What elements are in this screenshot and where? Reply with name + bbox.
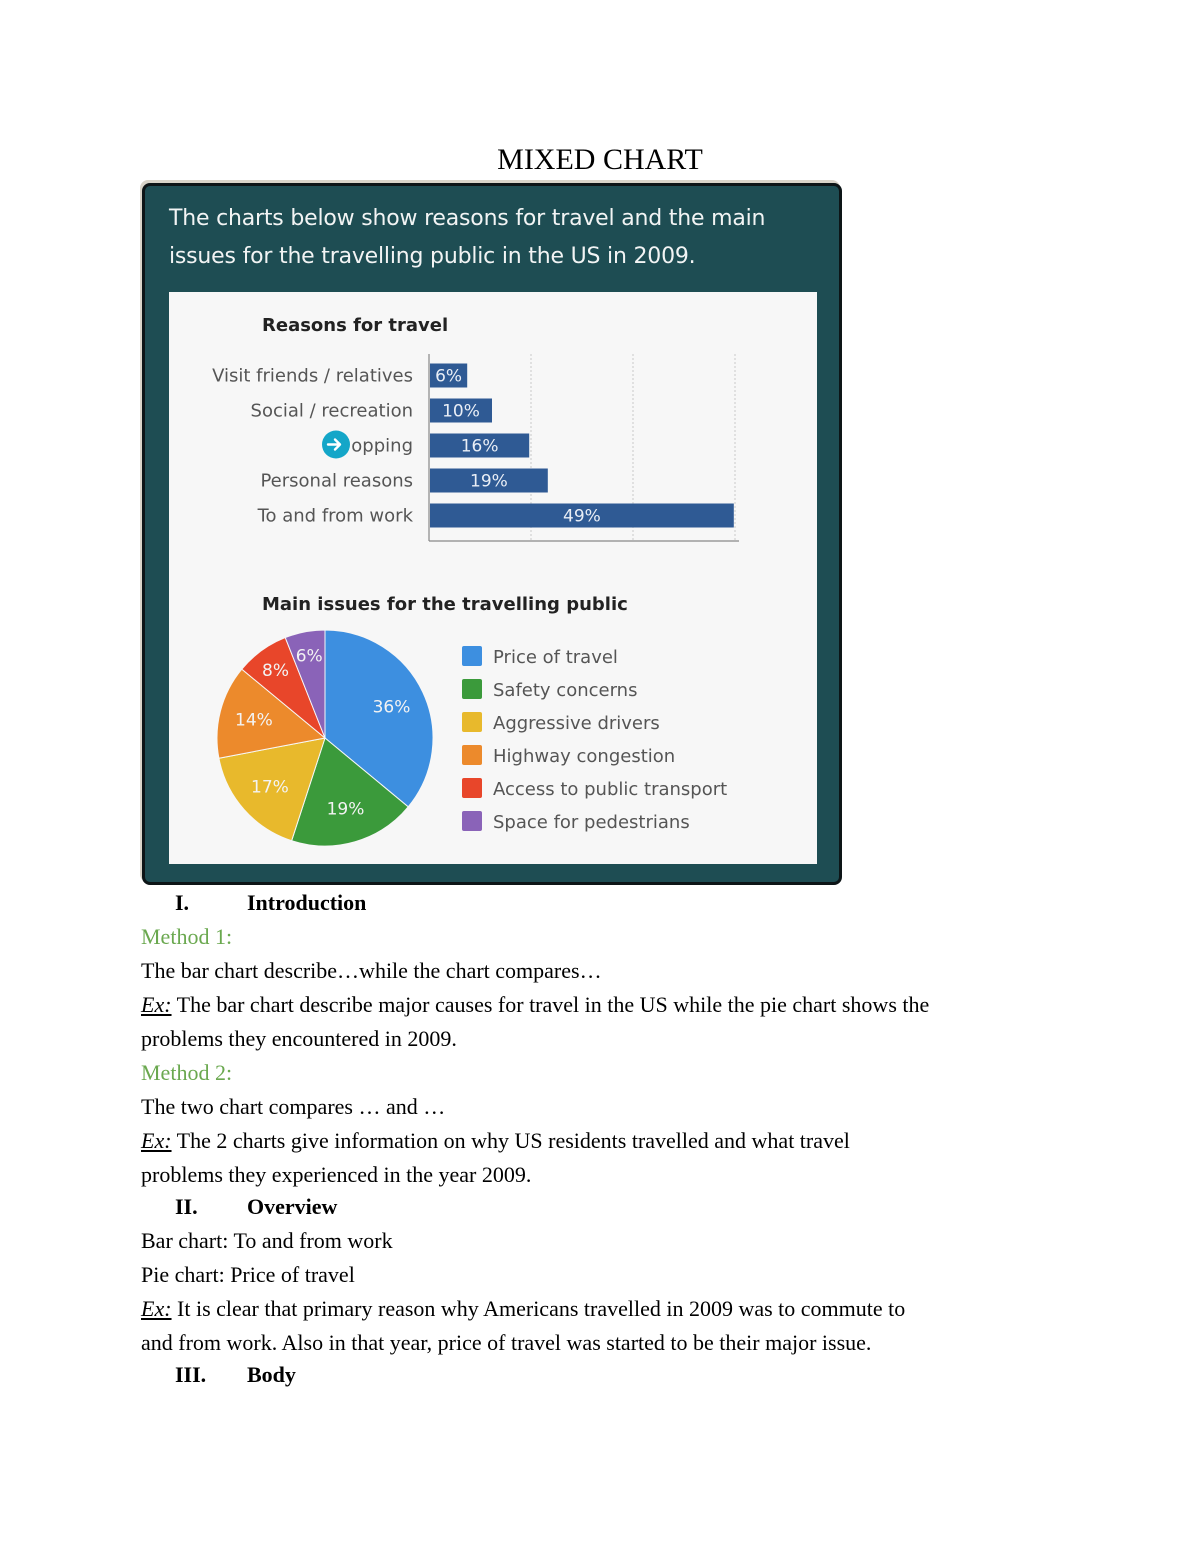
section-numeral: III. [175, 1362, 207, 1387]
example-text: The bar chart describe major causes for travel in the US while the pie chart shows the [171, 992, 930, 1017]
example-label: Ex: [141, 1128, 172, 1153]
method-1-example [141, 988, 1081, 1022]
bar-category-label: Visit friends / relatives [212, 365, 413, 387]
section-numeral: II. [175, 1194, 198, 1219]
example-label: Ex: [141, 1296, 172, 1321]
pie-legend [462, 646, 727, 833]
card-heading [169, 200, 829, 276]
legend-swatch [462, 778, 482, 798]
bar-value-label: 49% [563, 506, 601, 527]
legend-label: Highway congestion [493, 746, 676, 767]
pie-value-label: 17% [251, 777, 289, 798]
section-numeral: I. [175, 890, 190, 915]
pie-value-label: 36% [372, 697, 411, 718]
chart-card [142, 183, 842, 885]
bar-chart [212, 354, 739, 541]
example-text: It is clear that primary reason why Americans travelled in 2009 was to commute to [171, 1296, 906, 1321]
section-title: Body [247, 1362, 296, 1387]
arrow-circle-icon [322, 431, 350, 459]
legend-swatch [462, 745, 482, 765]
overview-example-cont: and from work. Also in that year, price of travel was started to be their major issue. [141, 1330, 872, 1355]
example-label: Ex: [141, 992, 172, 1017]
bar-value-label: 16% [460, 436, 499, 457]
pie-value-label: 19% [326, 799, 365, 820]
charts-svg [169, 292, 817, 864]
legend-swatch [462, 811, 482, 831]
bar-value-label: 6% [435, 366, 463, 387]
pie-chart-title: Main issues for the travelling public [262, 594, 628, 615]
method-2-example-cont: problems they experienced in the year 2009. [141, 1162, 532, 1187]
method-2-label: Method 2: [141, 1060, 233, 1085]
method-1-label: Method 1: [141, 924, 233, 949]
section-body [175, 1358, 296, 1392]
overview-pie: Pie chart: Price of travel [141, 1262, 355, 1287]
section-title: Introduction [247, 890, 367, 915]
bar-value-label: 19% [470, 471, 508, 492]
bar-category-label: Social / recreation [250, 400, 413, 422]
section-title: Overview [247, 1194, 338, 1219]
card-heading-line-2: issues for the travelling public in the US in 2009. [169, 244, 696, 269]
chart-panel [169, 292, 817, 864]
legend-label: Price of travel [493, 647, 618, 668]
example-text: The 2 charts give information on why US residents travelled and what travel [171, 1128, 850, 1153]
section-overview [175, 1190, 337, 1224]
method-1-example-cont: problems they encountered in 2009. [141, 1026, 457, 1051]
pie-value-label: 6% [295, 646, 323, 667]
pie-value-label: 14% [235, 710, 273, 731]
overview-bar: Bar chart: To and from work [141, 1228, 393, 1253]
pie-value-label: 8% [262, 660, 289, 681]
bar-value-label: 10% [442, 401, 480, 422]
legend-label: Aggressive drivers [493, 713, 660, 734]
bar-category-label: opping [351, 435, 413, 457]
bar-category-label: Personal reasons [260, 470, 413, 492]
legend-swatch [462, 712, 482, 732]
method-2-example [141, 1124, 1081, 1158]
pie-chart [217, 630, 433, 846]
legend-swatch [462, 646, 482, 666]
document-title: MIXED CHART [497, 143, 703, 176]
legend-label: Safety concerns [493, 680, 638, 701]
bar-category-label: To and from work [257, 505, 413, 527]
legend-swatch [462, 679, 482, 699]
bar-chart-title: Reasons for travel [262, 315, 449, 336]
method-2-template: The two chart compares … and … [141, 1094, 446, 1119]
section-introduction [175, 886, 366, 920]
overview-example [141, 1292, 1081, 1326]
legend-label: Space for pedestrians [493, 812, 690, 833]
method-1-template: The bar chart describe…while the chart compares… [141, 958, 602, 983]
card-heading-line-1: The charts below show reasons for travel and the main [169, 206, 766, 231]
legend-label: Access to public transport [493, 779, 728, 800]
